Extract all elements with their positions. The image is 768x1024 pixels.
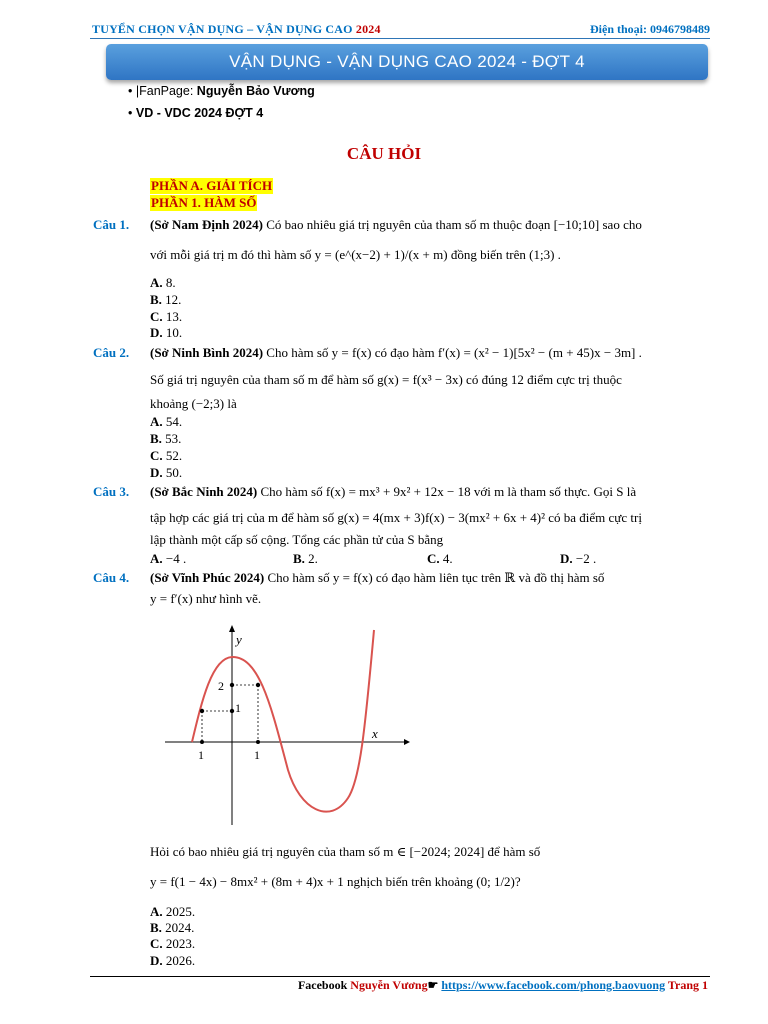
header-divider — [90, 38, 710, 39]
option-letter: C. — [150, 448, 163, 463]
question-4-option-c[interactable] — [150, 936, 195, 952]
question-3-line-3: lập thành một cấp số cộng. Tổng các phần tử của S bằng — [150, 532, 444, 547]
question-1-text: Có bao nhiêu giá trị nguyên của tham số m thuộc đoạn [−10;10] sao cho — [263, 217, 642, 232]
option-text: 2026. — [162, 953, 196, 968]
question-1-line-1 — [150, 217, 710, 233]
question-4-option-b[interactable] — [150, 920, 194, 936]
question-4-line-2: y = f′(x) như hình vẽ. — [150, 591, 262, 606]
option-text: 54. — [162, 414, 183, 429]
option-letter: A. — [150, 414, 163, 429]
question-2-line-1 — [150, 345, 710, 361]
question-2-option-c[interactable] — [150, 448, 182, 464]
header-year: 2024 — [355, 22, 381, 36]
point-x-1 — [256, 740, 260, 744]
footer-page-number: Trang 1 — [665, 978, 708, 992]
option-text: 10. — [162, 325, 183, 340]
option-letter: C. — [150, 936, 163, 951]
curve-f-prime — [192, 630, 374, 812]
question-3-source: (Sở Bắc Ninh 2024) — [150, 484, 258, 499]
footer-facebook-link[interactable]: https://www.facebook.com/phong.baovuong — [441, 978, 666, 992]
question-3-label: Câu 3. — [93, 484, 130, 499]
bullet-round — [128, 106, 263, 120]
question-2-line-2: Số giá trị nguyên của tham số m để hàm số g(x) = f(x³ − 3x) có đúng 12 điểm cực trị thuộc — [150, 372, 622, 387]
question-4-source: (Sở Vĩnh Phúc 2024) — [150, 570, 265, 585]
option-letter: B. — [150, 920, 162, 935]
tick-label-neg1: 1 — [198, 748, 204, 762]
question-3-option-a[interactable] — [150, 551, 186, 567]
question-2-text: Cho hàm số y = f(x) có đạo hàm f′(x) = (x² − 1)[5x² − (m + 45)x − 3m] . — [263, 345, 642, 360]
question-4-option-d[interactable] — [150, 953, 195, 969]
point-x-neg1 — [200, 740, 204, 744]
x-axis-arrow-icon — [404, 739, 410, 745]
derivative-graph — [160, 620, 410, 830]
option-letter: C. — [427, 551, 440, 566]
question-2-label: Câu 2. — [93, 345, 130, 360]
option-letter: D. — [150, 465, 163, 480]
option-letter: D. — [150, 325, 163, 340]
option-text: 8. — [162, 275, 176, 290]
option-letter: A. — [150, 551, 163, 566]
question-4-line-4: y = f(1 − 4x) − 8mx² + (8m + 4)x + 1 nghịch biến trên khoảng (0; 1/2)? — [150, 874, 521, 889]
option-letter: C. — [150, 309, 163, 324]
option-text: 4. — [439, 551, 453, 566]
question-3-line-2: tập hợp các giá trị của m để hàm số g(x) = 4(mx + 3)f(x) − 3(mx² + 6x + 4)² có ba điểm cực trị — [150, 510, 642, 525]
question-1-option-c[interactable] — [150, 309, 182, 325]
footer-divider — [90, 976, 710, 977]
question-1-option-b[interactable] — [150, 292, 181, 308]
part-heading-analysis: PHẦN A. GIẢI TÍCH — [151, 178, 273, 193]
option-letter: B. — [150, 431, 162, 446]
y-axis-arrow-icon — [229, 625, 235, 632]
part-heading-functions: PHẦN 1. HÀM SỐ — [151, 195, 257, 210]
footer-author: Nguyễn Vương — [350, 978, 428, 992]
bullet-dot-icon: • — [128, 106, 136, 120]
question-2-option-a[interactable] — [150, 414, 182, 430]
tick-label-1-x: 1 — [254, 748, 260, 762]
option-text: 53. — [161, 431, 182, 446]
option-letter: D. — [150, 953, 163, 968]
question-2-option-b[interactable] — [150, 431, 181, 447]
option-text: 2023. — [162, 936, 196, 951]
y-axis-label: y — [236, 632, 242, 647]
question-4-line-3: Hỏi có bao nhiêu giá trị nguyên của tham số m ∈ [−2024; 2024] để hàm số — [150, 844, 541, 859]
question-3-option-c[interactable] — [427, 551, 453, 567]
tick-label-1-y: 1 — [235, 701, 241, 715]
tick-label-2: 2 — [218, 679, 224, 693]
section-title: CÂU HỎI — [346, 144, 422, 163]
question-3-text: Cho hàm số f(x) = mx³ + 9x² + 12x − 18 với m là tham số thực. Gọi S là — [257, 484, 637, 499]
option-text: −4 . — [162, 551, 187, 566]
question-2-option-d[interactable] — [150, 465, 182, 481]
question-4-option-a[interactable] — [150, 904, 195, 920]
point-neg1 — [200, 709, 204, 713]
bullet-prefix: |FanPage: — [135, 84, 197, 98]
footer — [298, 978, 708, 993]
question-1-line-2: với mỗi giá trị m đó thì hàm số y = (e^(x−2) + 1)/(x + m) đồng biến trên (1;3) . — [150, 247, 561, 262]
option-letter: D. — [560, 551, 573, 566]
point-y2 — [230, 683, 234, 687]
option-text: 12. — [161, 292, 182, 307]
bullet-bold: Nguyễn Bảo Vương — [196, 84, 315, 98]
question-3-option-b[interactable] — [293, 551, 318, 567]
option-text: 50. — [162, 465, 183, 480]
question-4-label: Câu 4. — [93, 570, 130, 585]
question-3-option-d[interactable] — [560, 551, 596, 567]
point-1 — [256, 683, 260, 687]
banner-title: VẬN DỤNG - VẬN DỤNG CAO 2024 - ĐỢT 4 — [229, 52, 585, 71]
option-letter: B. — [293, 551, 305, 566]
question-1-source: (Sở Nam Định 2024) — [150, 217, 264, 232]
option-text: 52. — [162, 448, 183, 463]
question-1-option-d[interactable] — [150, 325, 182, 341]
option-text: −2 . — [572, 551, 597, 566]
question-4-text: Cho hàm số y = f(x) có đạo hàm liên tục trên ℝ và đồ thị hàm số — [264, 570, 605, 585]
header-title-text: TUYỂN CHỌN VẬN DỤNG – VẬN DỤNG CAO — [92, 22, 356, 36]
option-text: 2. — [304, 551, 318, 566]
question-2-line-3: khoảng (−2;3) là — [150, 396, 237, 411]
bullet-bold: VD - VDC 2024 ĐỢT 4 — [135, 106, 264, 120]
option-text: 13. — [162, 309, 183, 324]
option-letter: B. — [150, 292, 162, 307]
option-letter: A. — [150, 904, 163, 919]
bullet-dot-icon: • — [128, 84, 136, 98]
question-1-label: Câu 1. — [93, 217, 130, 232]
option-text: 2025. — [162, 904, 196, 919]
header-title — [92, 22, 381, 37]
question-3-line-1 — [150, 484, 710, 500]
question-2-source: (Sở Ninh Bình 2024) — [150, 345, 264, 360]
title-banner — [106, 44, 708, 80]
x-axis-label: x — [372, 726, 378, 741]
footer-prefix: Facebook — [297, 978, 351, 992]
bullet-fanpage — [128, 84, 315, 98]
option-letter: A. — [150, 275, 163, 290]
header-phone: Điện thoại: 0946798489 — [590, 22, 710, 36]
hand-pointer-icon: ☛ — [427, 978, 442, 992]
question-1-option-a[interactable] — [150, 275, 176, 291]
point-y1 — [230, 709, 234, 713]
question-4-line-1 — [150, 570, 710, 586]
option-text: 2024. — [161, 920, 195, 935]
